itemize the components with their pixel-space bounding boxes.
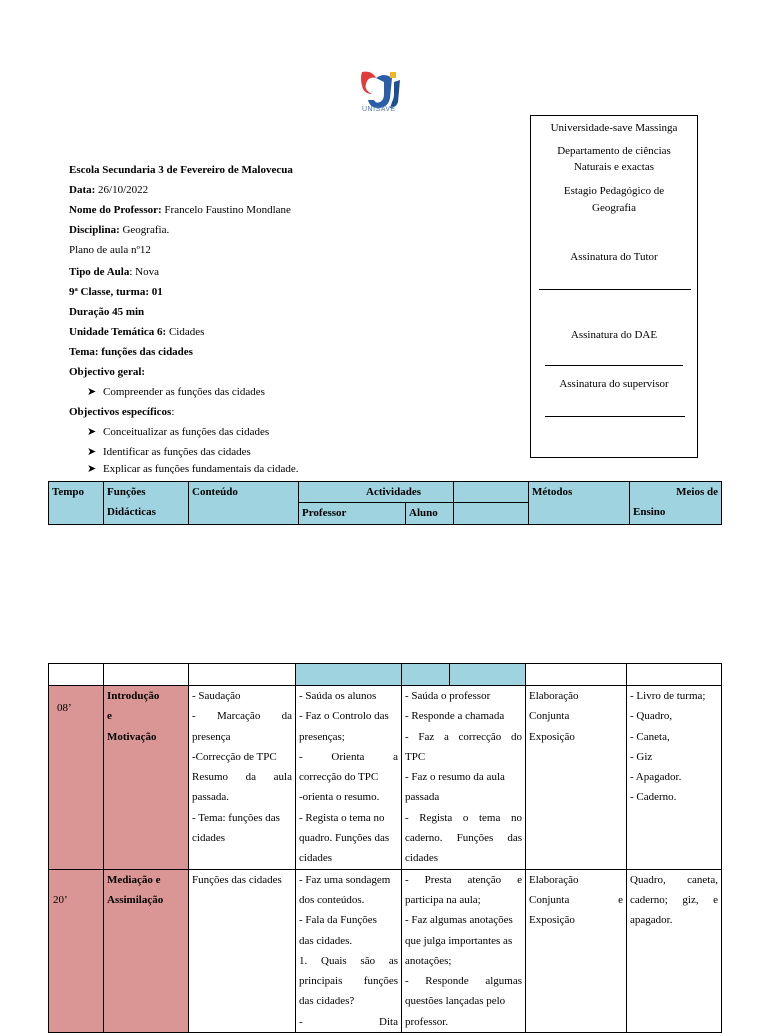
lesson-info [69,160,519,474]
general-objective-label: Objectivo geral: [69,366,146,378]
duration-line: Duração 45 min [69,306,145,318]
discipline-line: Disciplina: Geografia. [69,224,170,236]
logo-text: UNISAVE [362,106,396,113]
plan-table-body [48,663,722,1033]
col-metodos: Métodos [529,482,630,525]
row-method: Elaboração Conjunta Exposição [526,686,627,870]
row-function: Mediação e Assimilação [104,869,189,1032]
row-time: 20’ [49,869,104,1032]
dae-signature-label: Assinatura do DAE [570,329,658,341]
department-line-2: Naturais e exactas [573,161,654,173]
plan-table-header [48,481,722,525]
unit-line: Unidade Temática 6: Cidades [69,326,205,338]
theme-line: Tema: funções das cidades [69,346,193,358]
col-professor: Professor [299,503,406,524]
col-meios: Meios de Ensino [630,482,722,525]
department-line-1: Departamento de ciências [557,145,671,157]
grade-line: 9ª Classe, turma: 01 [69,286,163,298]
col-spacer [454,482,529,503]
signature-box [530,115,698,458]
school-name: Escola Secundaria 3 de Fevereiro de Malovecua [69,164,293,176]
col-aluno: Aluno [406,503,454,524]
general-objective-item: ➤ Compreender as funções das cidades [69,382,519,402]
specific-objective-item: ➤ Conceitualizar as funções das cidades [69,422,519,442]
tutor-signature-line [539,289,691,290]
row-means: - Livro de turma; - Quadro, - Caneta, - Giz - Apagador. - Caderno. [627,686,722,870]
teacher-line: Nome do Professor: Francelo Faustino Mondlane [69,204,291,216]
col-spacer [454,503,529,524]
row-means: Quadro, caneta, caderno; giz, e apagador. [627,869,722,1032]
row-student-activity: - Saúda o professor - Responde a chamada - Faz a correcção do TPC - Faz o resumo da aula passada - Regista o tema no caderno. Funções das cidades [402,686,526,870]
arrow-bullet-icon: ➤ [87,446,97,458]
table-row [49,686,722,870]
class-type-line: Tipo de Aula: Nova [69,266,159,278]
row-teacher-activity: - Faz uma sondagem dos conteúdos. - Fala da Funções das cidades. 1. Quais são as principais funções das cidades? - Dita [296,869,402,1032]
row-method: Elaboração Conjunta e Exposição [526,869,627,1032]
supervisor-signature-line [545,416,685,417]
col-conteudo: Conteúdo [189,482,299,525]
tutor-signature-label: Assinatura do Tutor [570,251,658,263]
specific-objectives-label: Objectivos específicos: [69,406,175,418]
row-time: 08’ [49,686,104,870]
col-tempo: Tempo [49,482,104,525]
row-content: Funções das cidades [189,869,296,1032]
supervisor-signature-label: Assinatura do supervisor [559,378,669,390]
row-teacher-activity: - Saúda os alunos - Faz o Controlo das presenças; - Orienta a correcção do TPC -orienta o resumo. - Regista o tema no quadro. Funções das cidades [296,686,402,870]
row-function: Introdução e Motivação [104,686,189,870]
col-funcoes: Funções Didácticas [104,482,189,525]
internship-line-2: Geografia [592,202,636,214]
arrow-bullet-icon: ➤ [87,463,97,474]
dae-signature-line [545,365,683,366]
row-student-activity: - Presta atenção e participa na aula; - Faz algumas anotações que julga importantes as anotações; - Responde algumas questões lançadas pelo professor. [402,869,526,1032]
arrow-bullet-icon: ➤ [87,426,97,438]
row-content: - Saudação - Marcação da presença -Correcção de TPC Resumo da aula passada. - Tema: funções das cidades [189,686,296,870]
specific-objective-item: ➤ Identificar as funções das cidades [69,442,519,462]
internship-line-1: Estagio Pedagógico de [563,185,665,197]
col-actividades: Actividades [299,482,454,503]
university-name: Universidade-save Massinga [550,122,678,134]
plan-number: Plano de aula nº12 [69,244,151,256]
table-row [49,869,722,1032]
date-line: Data: 26/10/2022 [69,184,149,196]
arrow-bullet-icon: ➤ [87,386,97,398]
specific-objective-item: ➤ Explicar as funções fundamentais da cidade. [87,463,299,474]
